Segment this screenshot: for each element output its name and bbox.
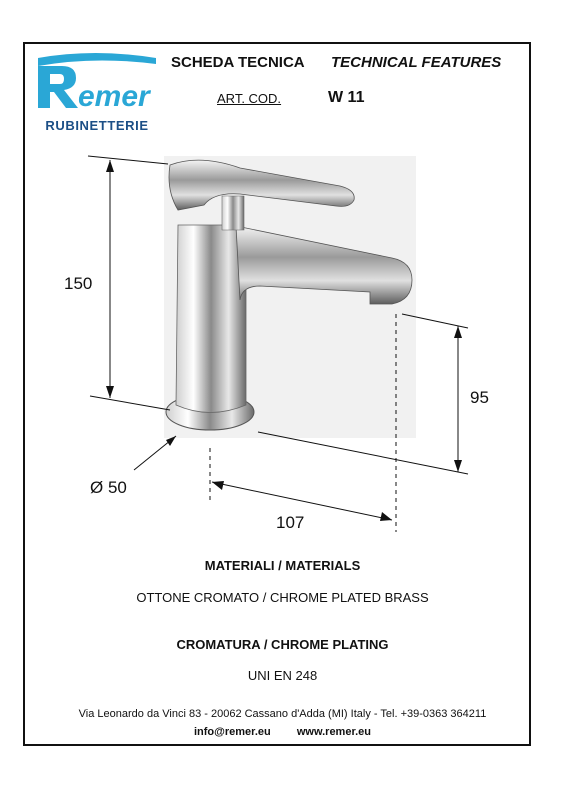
materials-title: MATERIALI / MATERIALS xyxy=(204,558,361,573)
art-code-value: W 11 xyxy=(328,89,365,106)
technical-features-heading: TECHNICAL FEATURES xyxy=(331,54,502,71)
materials-value: OTTONE CROMATO / CHROME PLATED BRASS xyxy=(136,590,429,605)
faucet-body xyxy=(176,225,246,413)
svg-text:emer: emer xyxy=(78,80,150,113)
plating-title: CROMATURA / CHROME PLATING xyxy=(176,637,389,652)
art-code-label: ART. COD. xyxy=(217,91,282,106)
dimension-spout-reach: 107 xyxy=(276,513,305,532)
footer-contacts xyxy=(0,726,565,738)
footer-website[interactable]: www.remer.eu xyxy=(296,726,372,738)
scheda-tecnica-heading: SCHEDA TECNICA xyxy=(171,54,305,71)
brand-subtitle: RUBINETTERIE xyxy=(45,118,149,133)
dimension-spout-height: 95 xyxy=(470,388,489,407)
footer-address: Via Leonardo da Vinci 83 - 20062 Cassano d'Adda (MI) Italy - Tel. +39-0363 364211 xyxy=(78,708,487,720)
dimension-base-diameter: Ø 50 xyxy=(90,478,127,497)
footer-email[interactable]: info@remer.eu xyxy=(193,726,271,738)
plating-value: UNI EN 248 xyxy=(247,668,318,683)
dimension-height: 150 xyxy=(64,274,93,293)
